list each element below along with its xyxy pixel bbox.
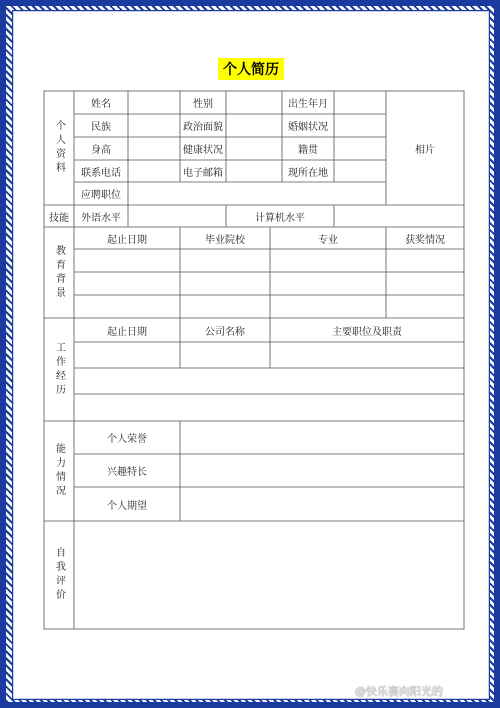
edu-header-dates: 起止日期 (107, 234, 147, 246)
computer-field[interactable] (334, 205, 464, 227)
section-label-work: 工作经历 (53, 341, 65, 398)
photo-placeholder: 相片 (415, 144, 435, 156)
label-name: 姓名 (91, 99, 111, 110)
section-label-ability: 能力情况 (53, 443, 65, 499)
label-ethnicity: 民族 (91, 122, 111, 133)
position-field[interactable] (128, 182, 386, 205)
label-health: 健康状况 (183, 145, 223, 156)
section-label-personal: 个人资料 (53, 120, 65, 176)
label-computer: 计算机水平 (255, 212, 305, 224)
watermark: @快乐赛向阳光的 (355, 685, 443, 698)
gender-field[interactable] (226, 91, 282, 114)
ability-expectation: 个人期望 (107, 500, 147, 512)
label-politics: 政治面貌 (183, 122, 223, 133)
language-field[interactable] (128, 205, 226, 227)
label-native: 籍贯 (298, 145, 318, 156)
section-label-skills: 技能 (49, 212, 69, 224)
edu-header-major: 专业 (318, 234, 338, 246)
edu-header-school: 毕业院校 (205, 234, 245, 246)
ability-interests: 兴趣特长 (107, 467, 147, 478)
label-gender: 性别 (193, 99, 213, 110)
label-phone: 联系电话 (81, 167, 121, 179)
name-field[interactable] (128, 91, 180, 114)
label-residence: 现所在地 (288, 167, 328, 179)
work-header-duties: 主要职位及职责 (332, 326, 402, 338)
label-position: 应聘职位 (81, 190, 121, 201)
label-birth: 出生年月 (288, 99, 328, 110)
label-email: 电子邮箱 (183, 167, 223, 179)
label-marital: 婚姻状况 (288, 122, 328, 133)
work-header-company: 公司名称 (205, 326, 245, 338)
ability-honors: 个人荣誉 (107, 434, 147, 445)
work-header-dates: 起止日期 (107, 326, 147, 338)
label-language: 外语水平 (81, 212, 121, 224)
edu-header-awards: 获奖情况 (405, 234, 445, 246)
section-label-self: 自我评价 (53, 547, 65, 603)
label-height: 身高 (91, 145, 111, 156)
page-title: 个人简历 (218, 58, 284, 80)
section-label-education: 教育背景 (53, 244, 65, 301)
self-evaluation-field[interactable] (74, 521, 464, 629)
birth-field[interactable] (334, 91, 386, 114)
